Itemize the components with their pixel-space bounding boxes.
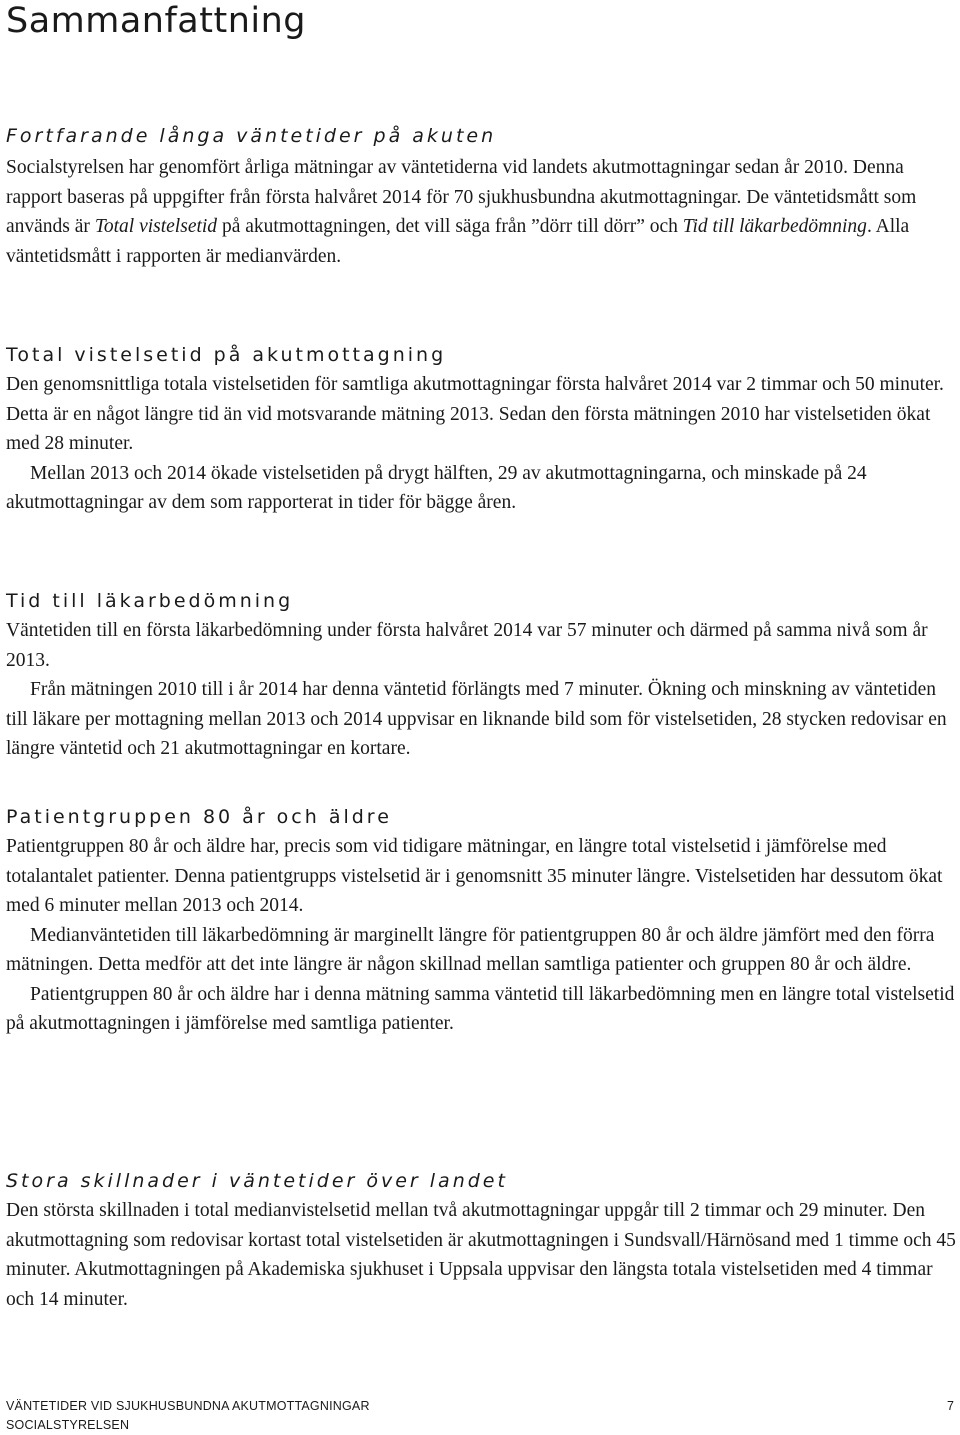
section-paragraph: Patientgruppen 80 år och äldre har, precis som vid tidigare mätningar, en längre total vistelsetid i jämförelse med totalantalet patienter. Denna patientgrupps vistelsetid är i genomsnitt 35 minuter längre. Vistelsetiden har dessutom ökat med 6 minuter mellan 2013 och 2014. [6, 836, 943, 916]
section-heading: Total vistelsetid på akutmottagning [6, 344, 447, 366]
page-number: 7 [947, 1399, 954, 1413]
section-heading: Tid till läkarbedömning [6, 590, 294, 612]
term-total-stay-time: Total vistelsetid [94, 216, 218, 237]
section-paragraph: Väntetiden till en första läkarbedömning under första halvåret 2014 var 57 minuter och därmed på samma nivå som år 2013. [6, 620, 928, 671]
page-footer [6, 1397, 370, 1435]
section-long-wait-times [6, 122, 956, 271]
section-paragraph: Socialstyrelsen har genomfört årliga mätningar av väntetiderna vid landets akutmottagningar sedan år 2010. Denna rapport baseras på uppgifter från första halvåret 2014 för 70 sjukhusbundna akutmottagningar. De väntetidsmått som används är Total vistelsetid på akutmottagningen, det vill säga från ”dörr till dörr” och Tid till läkarbedömning. Alla väntetidsmått i rapporten är medianvärden. [6, 157, 917, 267]
term-time-to-doctor: Tid till läkarbedömning [682, 216, 867, 237]
section-paragraph: Patientgruppen 80 år och äldre har i denna mätning samma väntetid till läkarbedömning men en längre total vistelsetid på akutmottagningen i jämförelse med samtliga patienter. [6, 983, 955, 1034]
footer-publisher: SOCIALSTYRELSEN [6, 1418, 130, 1432]
section-paragraph: Den största skillnaden i total medianvistelsetid mellan två akutmottagningar uppgår till 2 timmar och 29 minuter. Den akutmottagning som redovisar kortast total vistelsetiden är akutmottagningen i Sundsvall/Härnösand med 1 timme och 45 minuter. Akutmottagningen på Akademiska sjukhuset i Uppsala uppvisar den längsta totala vistelsetiden med 4 timmar och 14 minuter. [6, 1200, 956, 1310]
section-total-stay-time [6, 341, 956, 518]
section-heading: Fortfarande långa väntetider på akuten [6, 125, 497, 147]
section-regional-differences [6, 1167, 956, 1314]
section-paragraph: Mellan 2013 och 2014 ökade vistelsetiden på drygt hälften, 29 av akutmottagningarna, och minskade på 24 akutmottagningar av dem som rapporterat in tider för bägge åren. [6, 462, 867, 513]
section-patients-80-plus [6, 803, 956, 1039]
page-title: Sammanfattning [6, 1, 307, 41]
section-paragraph: Medianväntetiden till läkarbedömning är marginellt längre för patientgruppen 80 år och äldre jämfört med den förra mätningen. Detta medför att det inte längre är någon skillnad mellan samtliga patienter och gruppen 80 år och äldre. [6, 924, 935, 975]
section-heading: Patientgruppen 80 år och äldre [6, 806, 392, 828]
section-paragraph: Den genomsnittliga totala vistelsetiden för samtliga akutmottagningar första halvåret 2014 var 2 timmar och 50 minuter. Detta är en något längre tid än vid motsvarande mätning 2013. Sedan den första mätningen 2010 har vistelsetiden ökat med 28 minuter. [6, 374, 944, 454]
footer-report-title: VÄNTETIDER VID SJUKHUSBUNDNA AKUTMOTTAGNINGAR [6, 1399, 370, 1413]
section-paragraph: Från mätningen 2010 till i år 2014 har denna väntetid förlängts med 7 minuter. Ökning och minskning av väntetiden till läkare per mottagning mellan 2013 och 2014 uppvisar en liknande bild som för vistelsetiden, 28 stycken redovisar en längre väntetid och 21 akutmottagningar en kortare. [6, 679, 947, 759]
section-time-to-doctor [6, 587, 956, 764]
section-heading: Stora skillnader i väntetider över landet [6, 1170, 508, 1192]
